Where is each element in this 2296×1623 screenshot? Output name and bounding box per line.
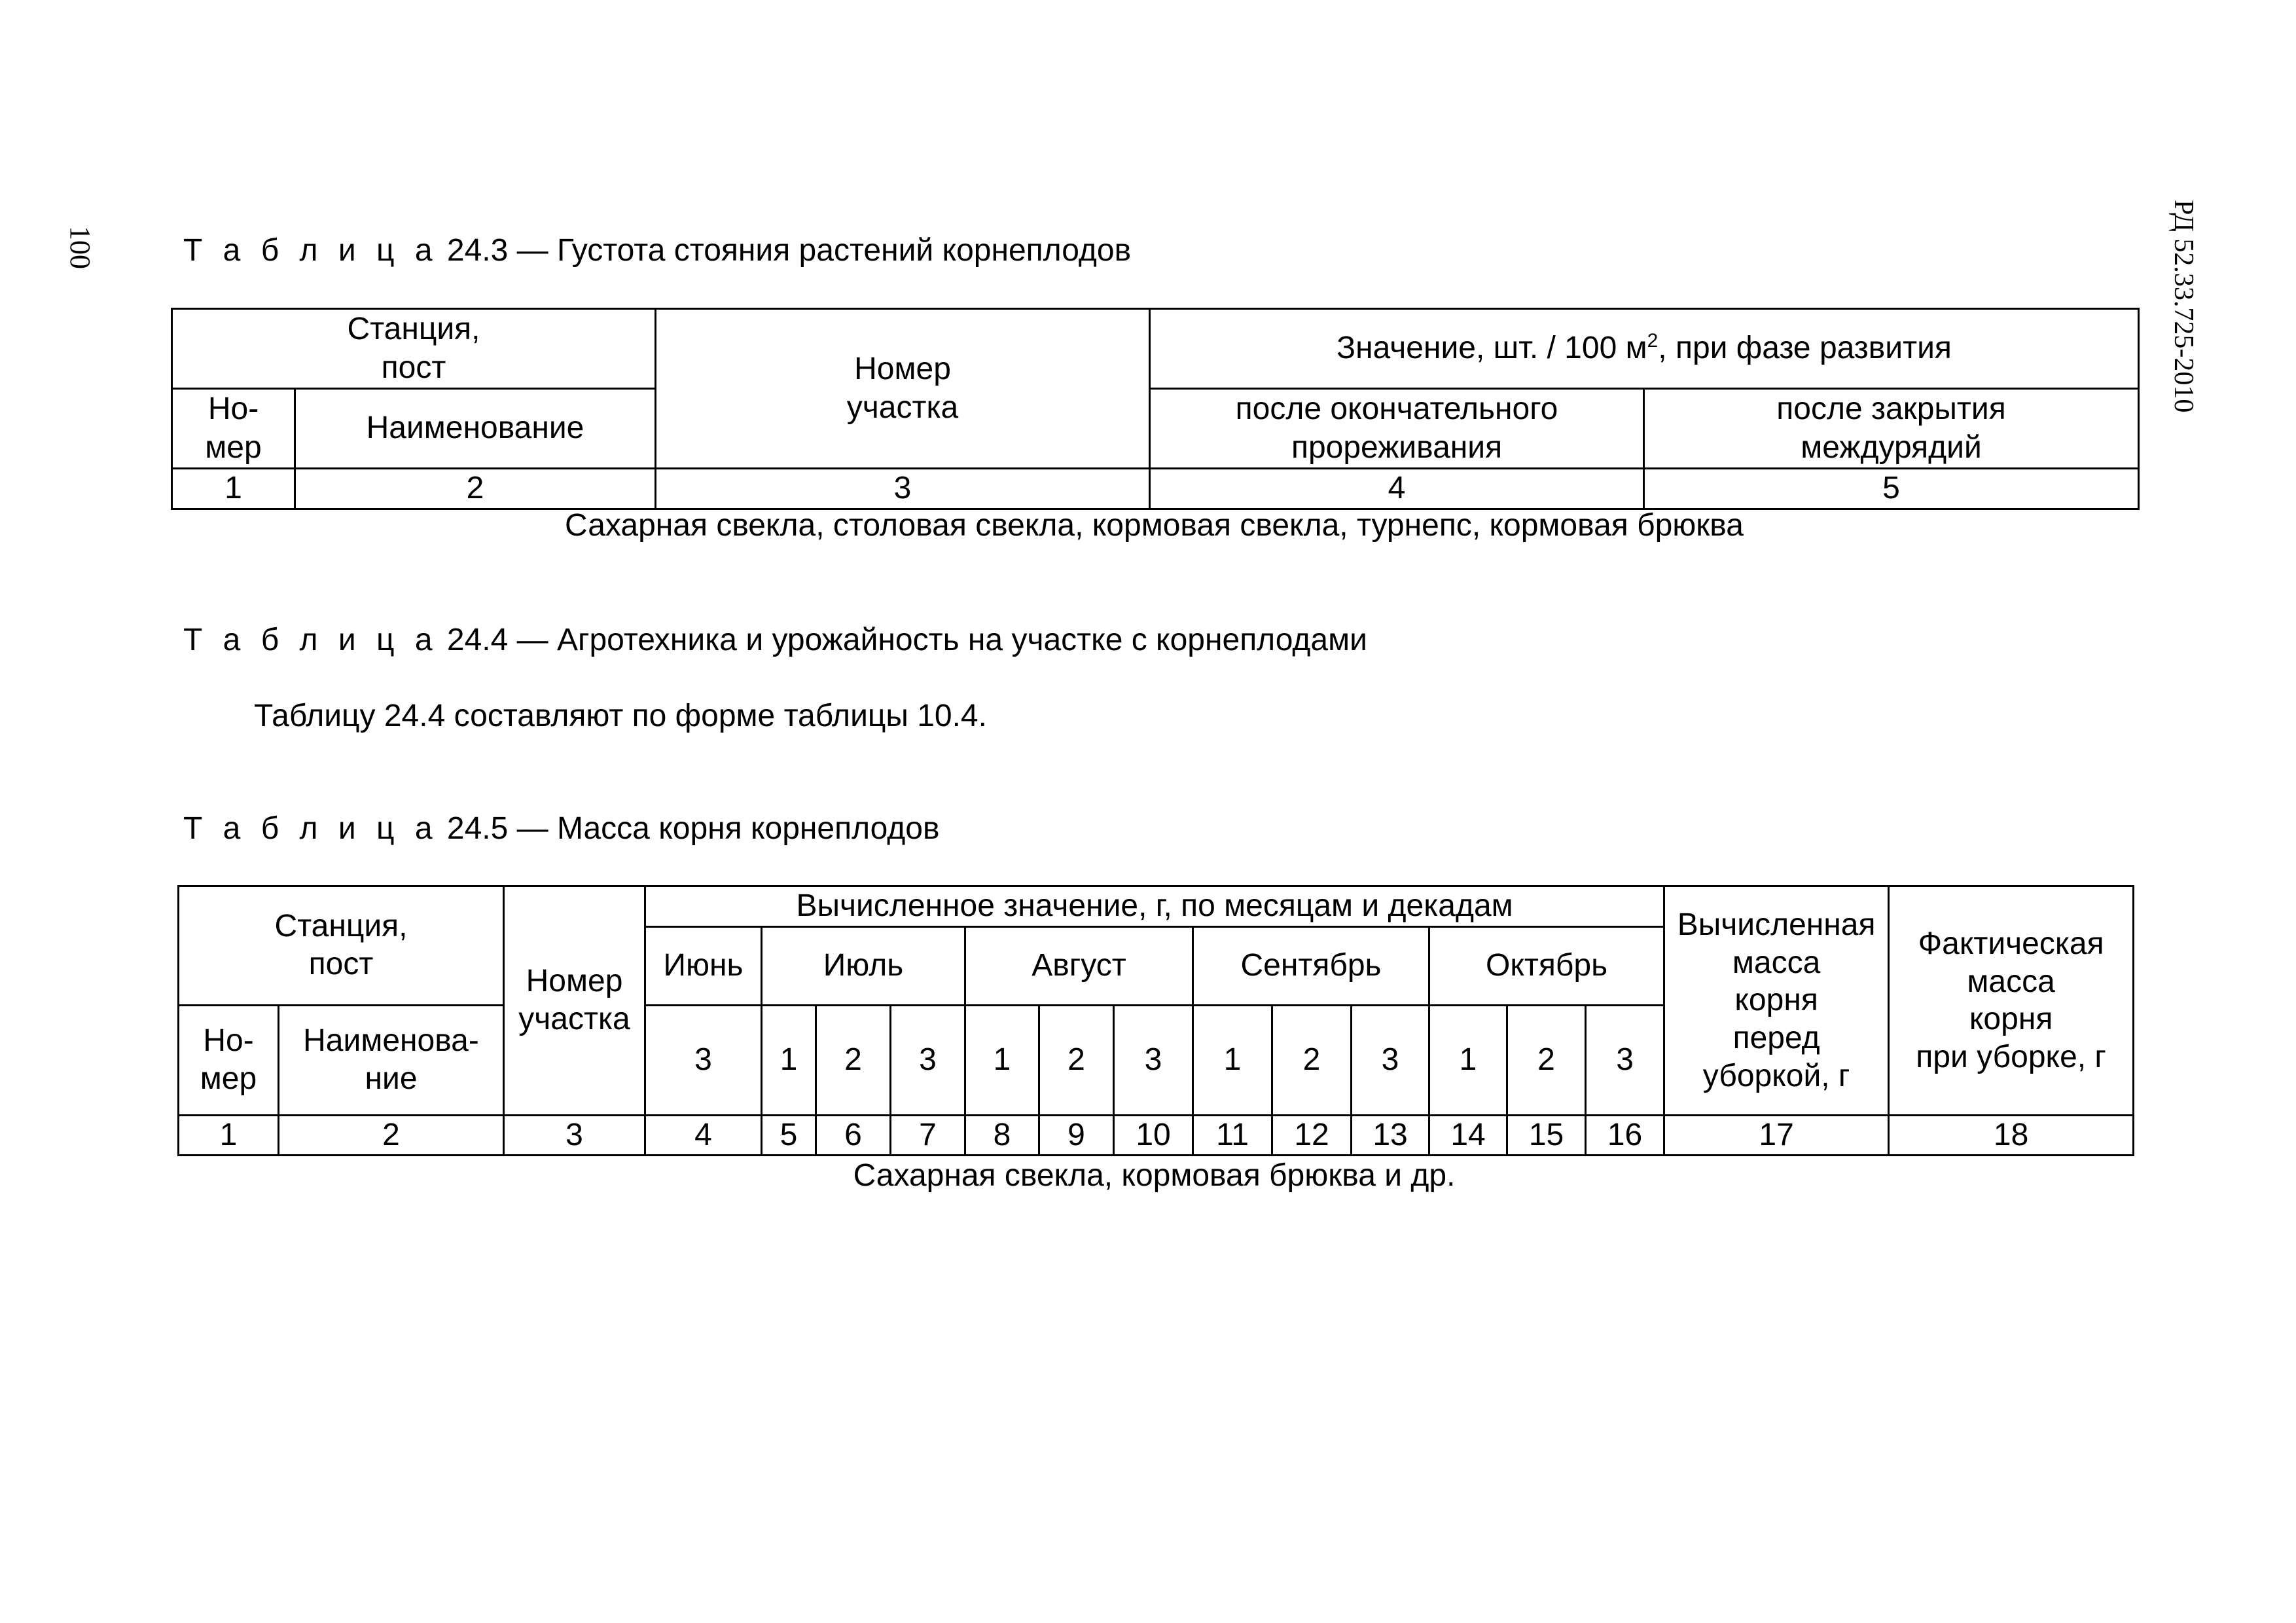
column-number: 5 (762, 1115, 816, 1156)
header-phase-row-closing: после закрытия междурядий (1644, 389, 2139, 469)
table-24-3-caption (183, 232, 1131, 268)
column-number: 17 (1664, 1115, 1889, 1156)
document-code: РД 52.33.725-2010 (2168, 200, 2198, 413)
decade-cell: 1 (1429, 1005, 1507, 1115)
caption-text: 24.4 — Агротехника и урожайность на участке с корнеплодами (438, 623, 1367, 657)
header-phase-thinning: после окончательного прореживания (1150, 389, 1644, 469)
decade-cell: 2 (1272, 1005, 1352, 1115)
value-group-label: Значение, шт. / 100 м (1336, 331, 1647, 366)
header-station-number: Но- мер (172, 389, 295, 469)
column-number: 2 (279, 1115, 504, 1156)
column-number: 12 (1272, 1115, 1352, 1156)
decade-cell: 1 (762, 1005, 816, 1115)
header-actual-mass: Фактическая масса корня при уборке, г (1889, 886, 2134, 1116)
column-number: 1 (172, 469, 295, 509)
decade-cell: 2 (1507, 1005, 1586, 1115)
column-number: 3 (656, 469, 1150, 509)
column-number: 4 (1150, 469, 1644, 509)
header-plot-number: Номер участка (504, 886, 645, 1116)
column-number: 7 (891, 1115, 965, 1156)
decade-cell: 2 (1039, 1005, 1114, 1115)
column-number: 15 (1507, 1115, 1586, 1156)
table-24-4-note: Таблицу 24.4 составляют по форме таблицы 10.4. (254, 699, 987, 733)
column-number: 13 (1352, 1115, 1429, 1156)
column-number: 9 (1039, 1115, 1114, 1156)
header-station-name: Наименование (295, 389, 656, 469)
column-number: 1 (179, 1115, 279, 1156)
caption-text: 24.5 — Масса корня корнеплодов (438, 811, 940, 846)
header-computed-mass: Вычисленная масса корня перед уборкой, г (1664, 886, 1889, 1116)
column-number: 5 (1644, 469, 2139, 509)
header-station: Станция, пост (172, 309, 656, 389)
decade-cell: 3 (1114, 1005, 1193, 1115)
column-number: 14 (1429, 1115, 1507, 1156)
header-value-group (1150, 309, 2139, 389)
page-number: 100 (64, 226, 96, 269)
caption-prefix: Т а б л и ц а (183, 233, 439, 268)
caption-prefix: Т а б л и ц а (183, 623, 439, 657)
column-number: 16 (1586, 1115, 1664, 1156)
table-24-3-crops: Сахарная свекла, столовая свекла, кормовая свекла, турнепс, кормовая брюква (565, 508, 1744, 543)
column-number: 10 (1114, 1115, 1193, 1156)
column-number: 8 (965, 1115, 1039, 1156)
decade-cell: 3 (891, 1005, 965, 1115)
month-october: Октябрь (1429, 926, 1664, 1005)
value-group-label-end: , при фазе развития (1658, 331, 1952, 366)
table-24-4-caption (183, 622, 1367, 658)
header-station-number: Но- мер (179, 1005, 279, 1115)
decade-cell: 3 (1586, 1005, 1664, 1115)
month-august: Август (965, 926, 1193, 1005)
header-computed-group: Вычисленное значение, г, по месяцам и декадам (645, 886, 1664, 927)
column-number: 18 (1889, 1115, 2134, 1156)
caption-text: 24.3 — Густота стояния растений корнеплодов (438, 233, 1132, 268)
column-number: 11 (1193, 1115, 1272, 1156)
decade-cell: 2 (816, 1005, 891, 1115)
decade-cell: 3 (645, 1005, 762, 1115)
decade-cell: 1 (965, 1005, 1039, 1115)
column-number: 2 (295, 469, 656, 509)
caption-prefix: Т а б л и ц а (183, 811, 439, 846)
table-24-3 (171, 308, 2140, 510)
month-june: Июнь (645, 926, 762, 1005)
column-number-row (172, 469, 2139, 509)
decade-cell: 3 (1352, 1005, 1429, 1115)
month-july: Июль (762, 926, 965, 1005)
table-24-5-crops: Сахарная свекла, кормовая брюква и др. (853, 1158, 1456, 1193)
table-24-5-caption (183, 811, 940, 847)
table-24-5 (177, 885, 2134, 1156)
decade-cell: 1 (1193, 1005, 1272, 1115)
column-number-row (179, 1115, 2134, 1156)
value-group-superscript: 2 (1647, 330, 1659, 352)
header-plot-number: Номер участка (656, 309, 1150, 469)
column-number: 3 (504, 1115, 645, 1156)
header-station-name: Наименова- ние (279, 1005, 504, 1115)
header-station: Станция, пост (179, 886, 504, 1006)
column-number: 6 (816, 1115, 891, 1156)
column-number: 4 (645, 1115, 762, 1156)
month-september: Сентябрь (1193, 926, 1429, 1005)
